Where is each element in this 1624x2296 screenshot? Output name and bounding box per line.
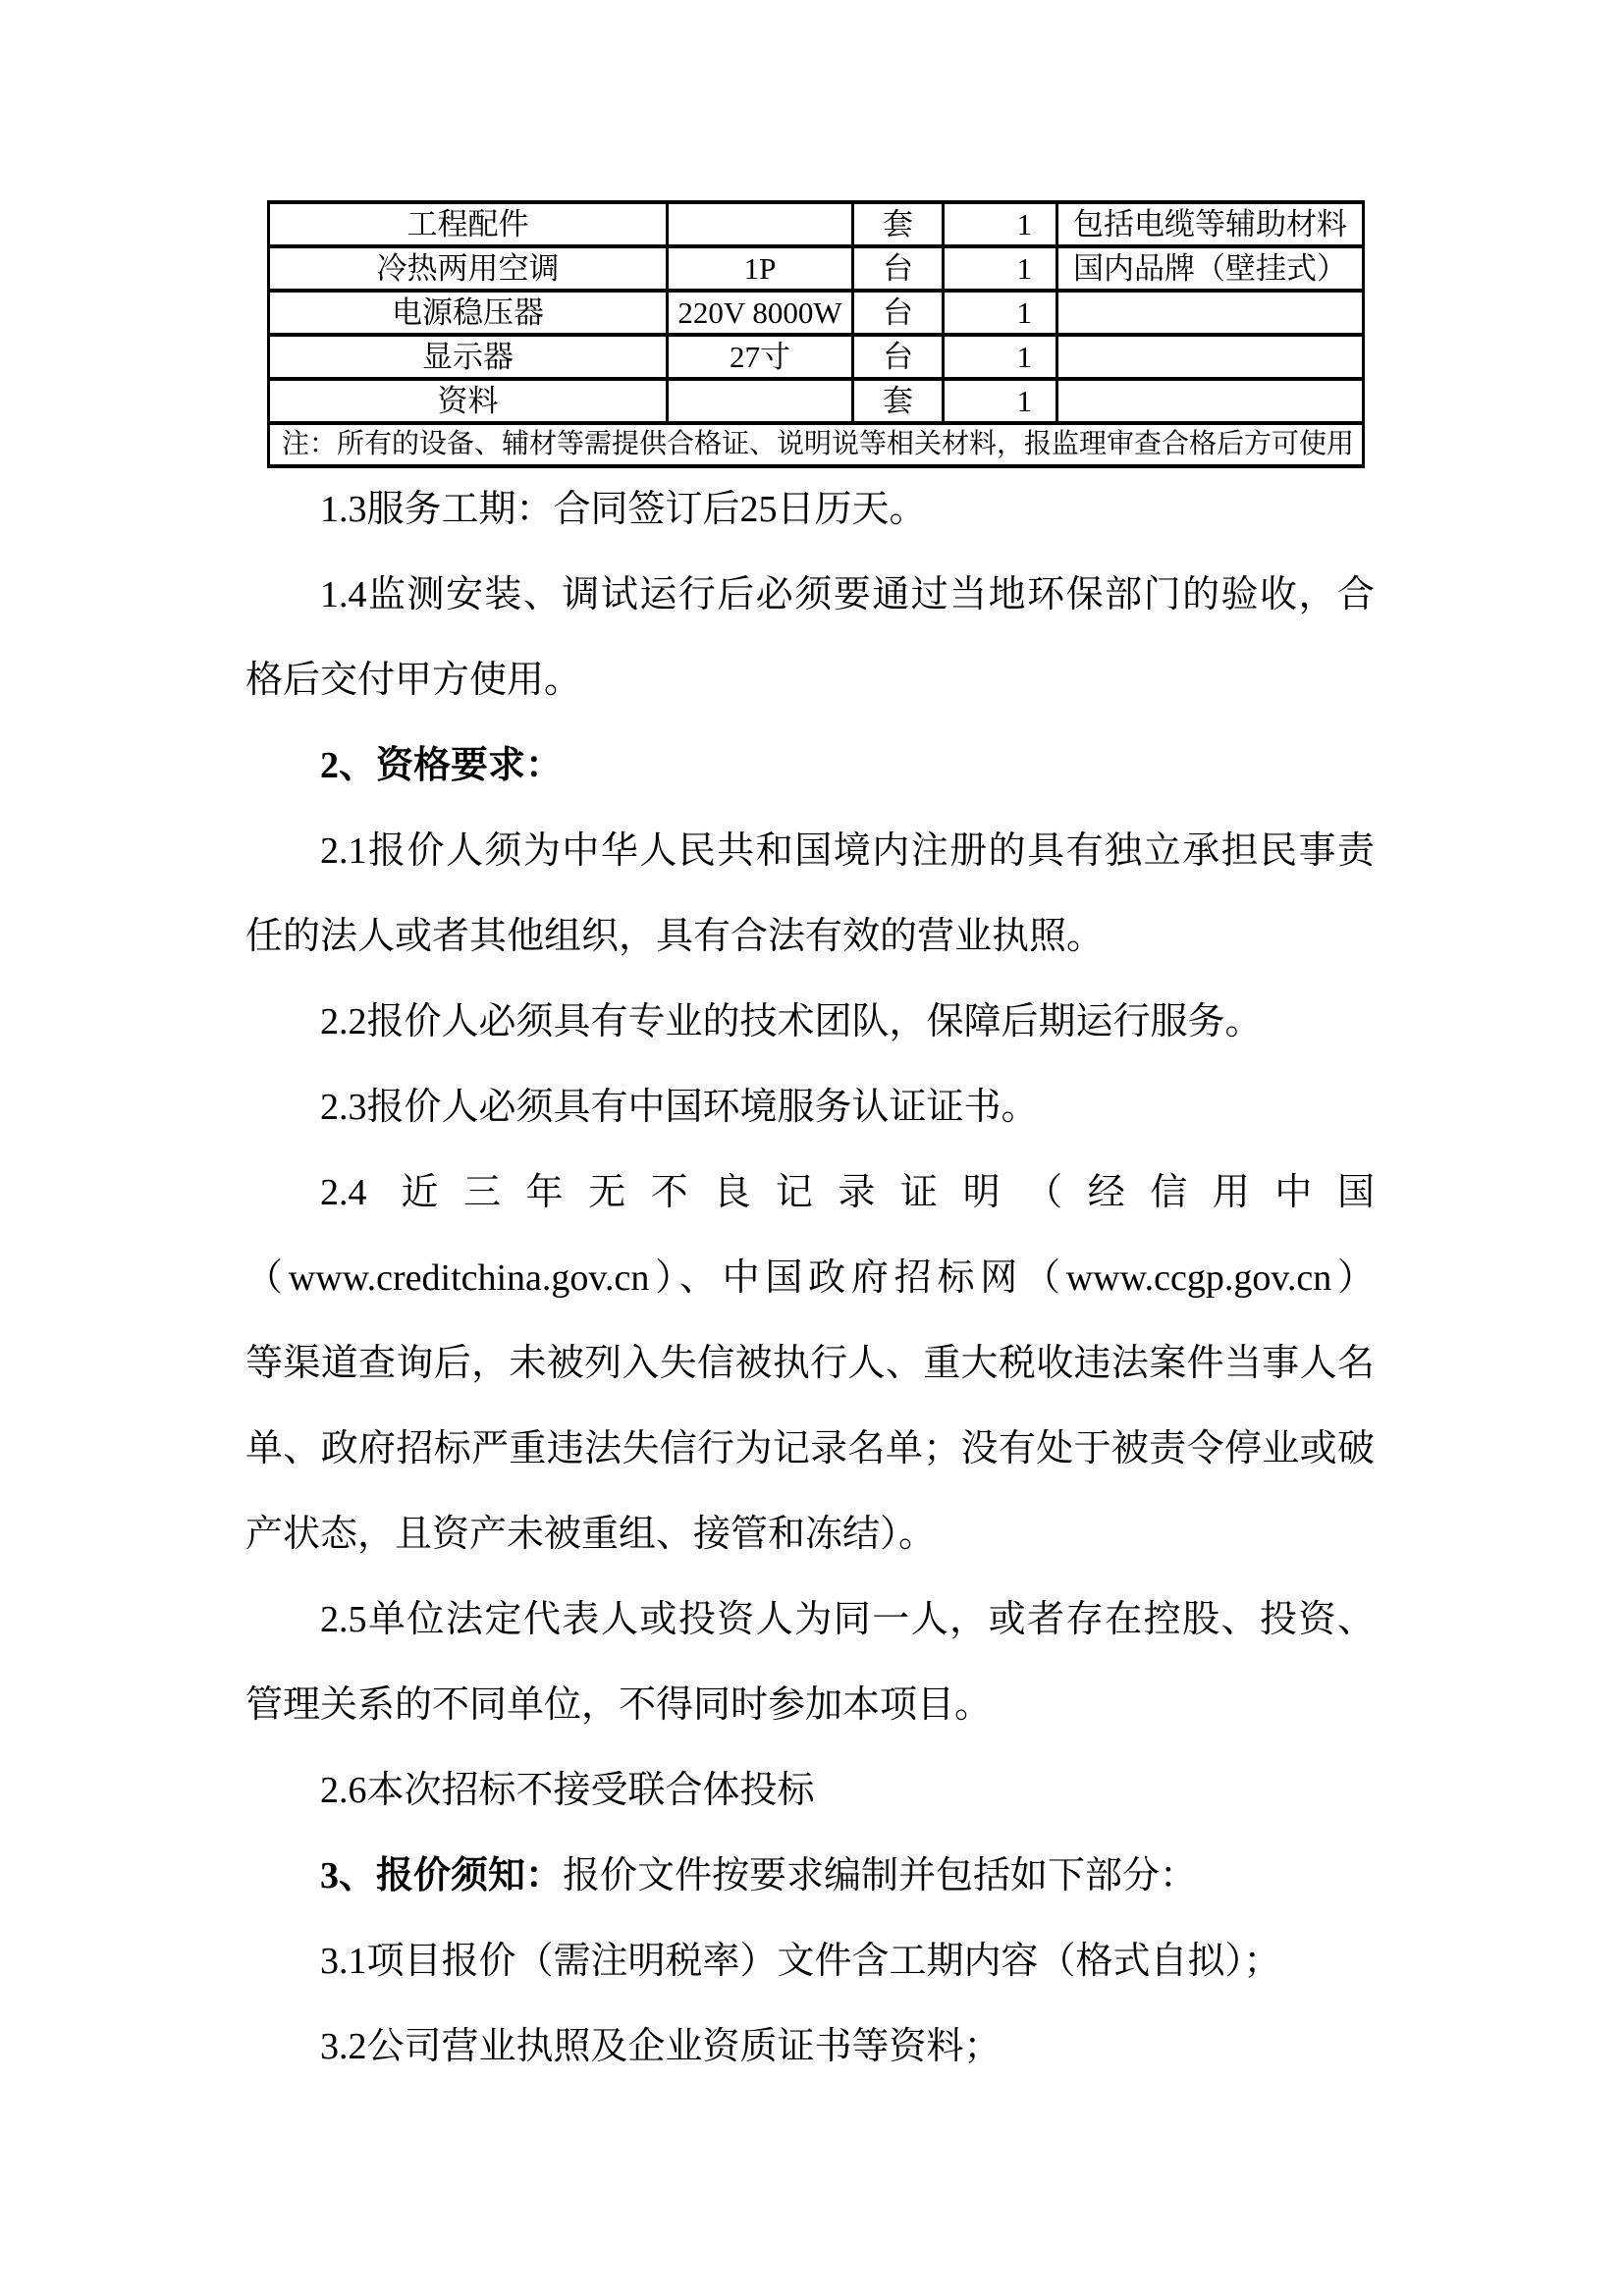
text-segment: 3.2公司营业执照及企业资质证书等资料；	[320, 2026, 1001, 2067]
cell-name: 电源稳压器	[269, 291, 668, 335]
text-line	[245, 1321, 1375, 1407]
text-segment: 1.3服务工期：合同签订后25日历天。	[320, 489, 927, 530]
table-row	[269, 379, 1364, 423]
cell-qty: 1	[944, 246, 1057, 291]
text-segment: 任的法人或者其他组织，具有合法有效的营业执照。	[245, 916, 1105, 957]
text-line	[245, 2004, 1375, 2090]
cell-name: 资料	[269, 379, 668, 423]
cell-spec: 1P	[668, 246, 853, 291]
cell-name: 冷热两用空调	[269, 246, 668, 291]
text-line	[245, 638, 1375, 723]
cell-qty: 1	[944, 291, 1057, 335]
text-line	[245, 1236, 1375, 1321]
text-segment: 2.1报价人须为中华人民共和国境内注册的具有独立承担民事责	[320, 830, 1375, 872]
text-line	[245, 553, 1375, 638]
text-segment: 2.6本次招标不接受联合体投标	[320, 1770, 815, 1811]
cell-spec: 220V 8000W	[668, 291, 853, 335]
equipment-table-body	[269, 202, 1364, 466]
cell-remark: 国内品牌（壁挂式）	[1057, 246, 1364, 291]
text-segment: （www.creditchina.gov.cn）、中国政府招标网（www.ccgp.gov.cn）	[245, 1257, 1375, 1299]
text-segment: 报价文件按要求编制并包括如下部分：	[563, 1855, 1198, 1896]
table-note-row	[269, 423, 1364, 466]
table-note: 注：所有的设备、辅材等需提供合格证、说明说等相关材料，报监理审查合格后方可使用	[269, 423, 1364, 466]
text-line	[245, 980, 1375, 1065]
text-segment: 2.5单位法定代表人或投资人为同一人，或者存在控股、投资、	[320, 1599, 1375, 1640]
cell-spec	[668, 202, 853, 246]
text-segment-bold: 3、报价须知：	[320, 1855, 564, 1896]
cell-unit: 套	[853, 379, 944, 423]
text-line	[245, 809, 1375, 894]
text-segment: 产状态，且资产未被重组、接管和冻结）。	[245, 1514, 937, 1555]
cell-spec: 27寸	[668, 335, 853, 379]
text-line	[245, 894, 1375, 980]
text-segment-bold: 2、资格要求：	[320, 745, 564, 786]
cell-qty: 1	[944, 379, 1057, 423]
cell-qty: 1	[944, 202, 1057, 246]
cell-unit: 台	[853, 246, 944, 291]
text-segment: 管理关系的不同单位，不得同时参加本项目。	[245, 1684, 993, 1726]
text-segment: 2.2报价人必须具有专业的技术团队，保障后期运行服务。	[320, 1001, 1263, 1042]
text-line	[245, 723, 1375, 809]
cell-remark	[1057, 291, 1364, 335]
cell-remark	[1057, 379, 1364, 423]
cell-unit: 套	[853, 202, 944, 246]
text-segment: 格后交付甲方使用。	[245, 660, 582, 701]
text-line	[245, 1834, 1375, 1919]
cell-spec	[668, 379, 853, 423]
text-segment: 2.4 近三年无不良记录证明（经信用中国	[320, 1172, 1375, 1213]
equipment-table	[267, 200, 1365, 468]
cell-remark: 包括电缆等辅助材料	[1057, 202, 1364, 246]
cell-qty: 1	[944, 335, 1057, 379]
text-segment: 3.1项目报价（需注明税率）文件含工期内容（格式自拟）；	[320, 1941, 1281, 1982]
text-segment: 2.3报价人必须具有中国环境服务认证证书。	[320, 1087, 1039, 1128]
text-line	[245, 1577, 1375, 1663]
cell-remark	[1057, 335, 1364, 379]
table-row	[269, 202, 1364, 246]
text-line	[245, 1407, 1375, 1492]
text-segment: 单、政府招标严重违法失信行为记录名单；没有处于被责令停业或破	[245, 1428, 1375, 1469]
cell-name: 显示器	[269, 335, 668, 379]
text-line	[245, 1150, 1375, 1236]
cell-name: 工程配件	[269, 202, 668, 246]
text-line	[245, 1663, 1375, 1748]
text-line	[245, 1748, 1375, 1834]
document-text	[245, 467, 1375, 2090]
text-line	[245, 1492, 1375, 1577]
table-row	[269, 246, 1364, 291]
text-line	[245, 1919, 1375, 2004]
text-line	[245, 1065, 1375, 1150]
cell-unit: 台	[853, 291, 944, 335]
text-segment: 等渠道查询后，未被列入失信被执行人、重大税收违法案件当事人名	[245, 1343, 1375, 1384]
table-row	[269, 291, 1364, 335]
table-row	[269, 335, 1364, 379]
cell-unit: 台	[853, 335, 944, 379]
text-segment: 1.4监测安装、调试运行后必须要通过当地环保部门的验收，合	[320, 574, 1375, 615]
text-line	[245, 467, 1375, 553]
